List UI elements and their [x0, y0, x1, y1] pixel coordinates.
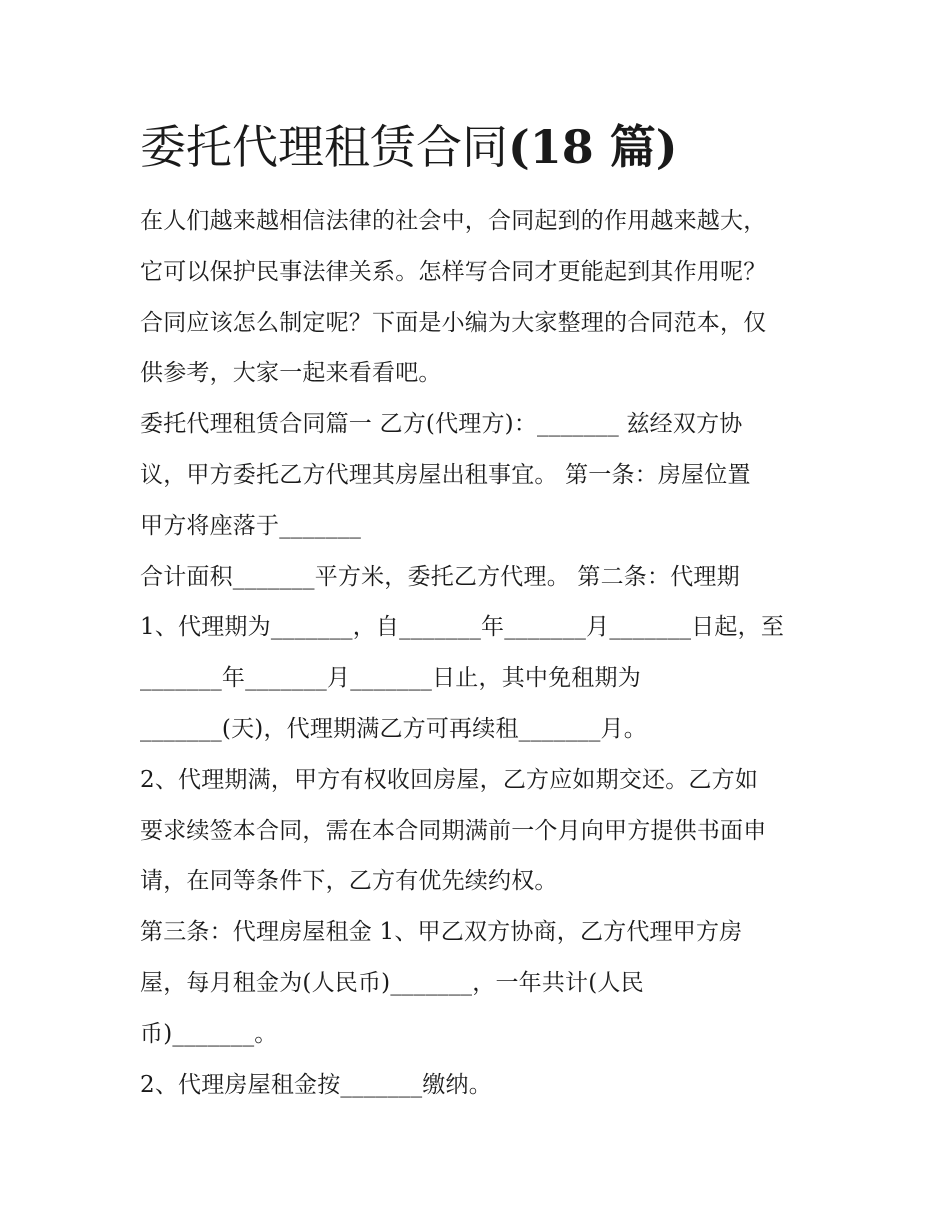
text-line: 1、代理期为_______，自_______年_______月_______日起，至 [140, 614, 785, 641]
text-line: 请，在同等条件下，乙方有优先续约权。 [140, 868, 558, 895]
document-title [140, 112, 678, 182]
text-line: 甲方将座落于_______ [140, 512, 362, 539]
text-line: 委托代理租赁合同篇一 乙方(代理方)：_______ 兹经双方协 [140, 411, 743, 438]
text-line: 要求续签本合同，需在本合同期满前一个月向甲方提供书面申 [140, 817, 767, 844]
text-line: 第三条：代理房屋租金 1、甲乙双方协商，乙方代理甲方房 [140, 919, 743, 946]
text-line: 2、代理房屋租金按_______缴纳。 [140, 1071, 492, 1098]
text-line: _______年_______月_______日止，其中免租期为 [140, 665, 641, 692]
text-line: 合计面积_______平方米，委托乙方代理。 第二条：代理期 [140, 563, 740, 590]
document-body [140, 196, 820, 1110]
text-line: _______(天)，代理期满乙方可再续租_______月。 [140, 715, 647, 742]
title-main: 委托代理租赁合同 [140, 120, 508, 174]
text-line: 币)_______。 [140, 1020, 278, 1047]
text-line: 在人们越来越相信法律的社会中，合同起到的作用越来越大， [140, 208, 767, 234]
text-line: 屋，每月租金为(人民币)_______，一年共计(人民 [140, 969, 644, 996]
title-suffix: (18 篇) [508, 120, 678, 174]
text-line: 2、代理期满，甲方有权收回房屋，乙方应如期交还。乙方如 [140, 766, 759, 793]
text-line: 供参考，大家一起来看看吧。 [140, 360, 442, 387]
text-line: 议，甲方委托乙方代理其房屋出租事宜。 第一条：房屋位置 [140, 461, 751, 488]
text-line: 合同应该怎么制定呢？下面是小编为大家整理的合同范本，仅 [140, 309, 767, 336]
text-line: 它可以保护民事法律关系。怎样写合同才更能起到其作用呢？ [140, 258, 767, 285]
